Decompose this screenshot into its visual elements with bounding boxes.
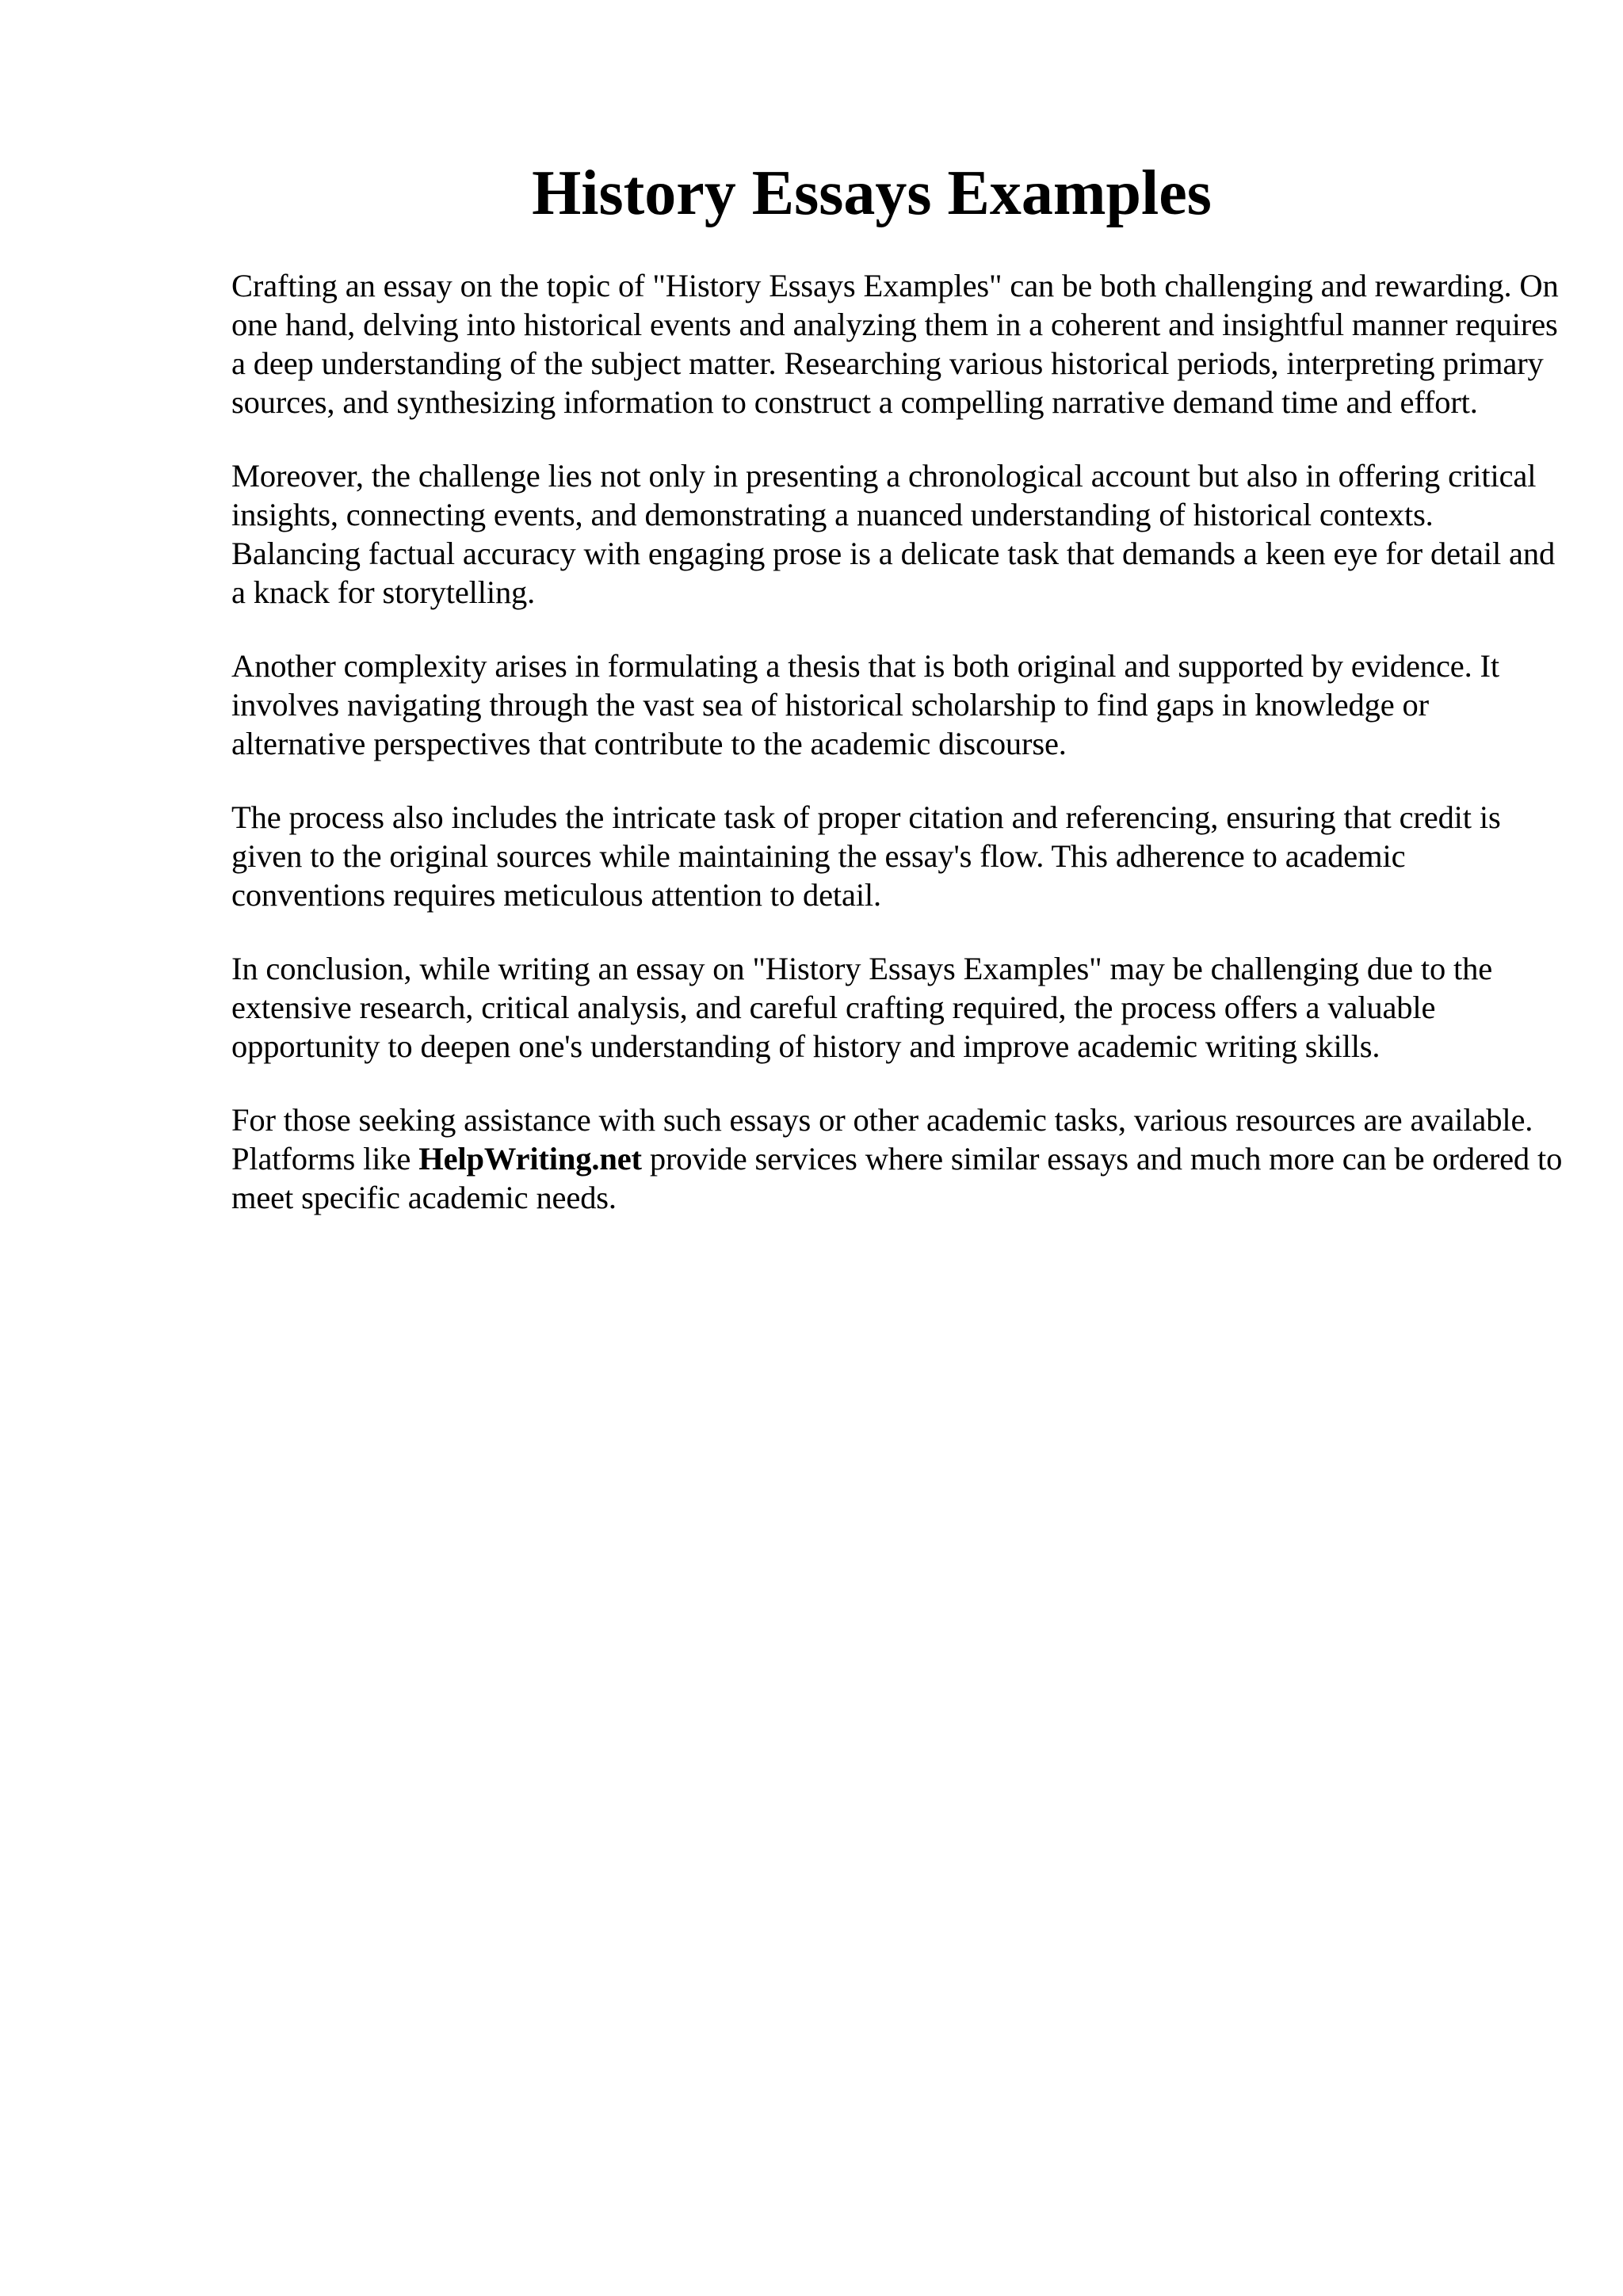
- assistance-text-before: For those seeking assistance with such essays or other academic tasks, various resources are available. Platforms like: [231, 1102, 1533, 1177]
- paragraph-thesis: Another complexity arises in formulating a thesis that is both original and supported by evidence. It involves navigating through the vast sea of historical scholarship to find gaps in knowledge or alternative perspectives that contribute to the academic discourse.: [231, 648, 1499, 761]
- brand-name: HelpWriting.net: [418, 1141, 642, 1177]
- paragraph-intro: Crafting an essay on the topic of "History Essays Examples" can be both challenging and rewarding. On one hand, delving into historical events and analyzing them in a coherent and insightful manner requires a deep understanding of the subject matter. Researching various historical periods, interpreting primary sources, and synthesizing information to construct a compelling narrative demand time and effort.: [231, 268, 1559, 420]
- paragraph-citation: The process also includes the intricate task of proper citation and referencing, ensuring that credit is given to the original sources while maintaining the essay's flow. This adherence to academic conventions requires meticulous attention to detail.: [231, 799, 1501, 913]
- paragraph-challenge: Moreover, the challenge lies not only in presenting a chronological account but also in offering critical insights, connecting events, and demonstrating a nuanced understanding of historical contexts. Balancing factual accuracy with engaging prose is a delicate task that demands a keen eye for detail and a knack for storytelling.: [231, 458, 1556, 610]
- assistance-text-after: provide services where similar essays and much more can be ordered to meet specific academic needs.: [231, 1141, 1563, 1215]
- paragraph-conclusion: In conclusion, while writing an essay on "History Essays Examples" may be challenging due to the extensive research, critical analysis, and careful crafting required, the process offers a valuable opportunity to deepen one's understanding of history and improve academic writing skills.: [231, 951, 1493, 1064]
- page-title: History Essays Examples: [532, 158, 1212, 228]
- essay-body: [231, 266, 1563, 1252]
- paragraph-assistance: [231, 1100, 1563, 1217]
